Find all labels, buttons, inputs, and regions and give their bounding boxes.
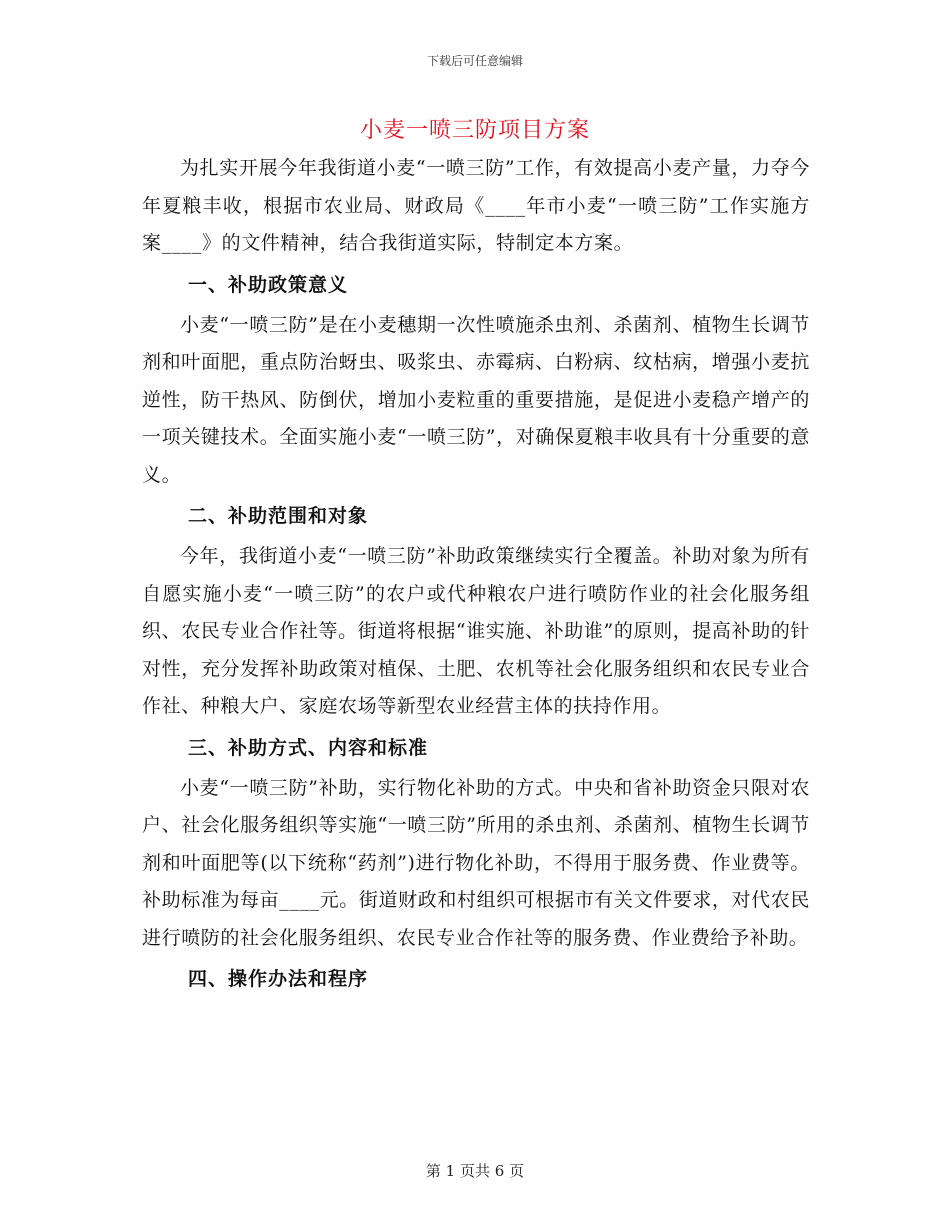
- intro-paragraph: 为扎实开展今年我街道小麦“一喷三防”工作，有效提高小麦产量，力夺今年夏粮丰收，根据市农业局、财政局《____年市小麦“一喷三防”工作实施方案____》的文件精神，结合我街道实际，特制定本方案。: [142, 157, 810, 254]
- section-3-paragraph: 小麦“一喷三防”补助，实行物化补助的方式。中央和省补助资金只限对农户、社会化服务组织等实施“一喷三防”所用的杀虫剂、杀菌剂、植物生长调节剂和叶面肥等(以下统称“药剂”)进行物化补助，不得用于服务费、作业费等。补助标准为每亩____元。街道财政和村组织可根据市有关文件要求，对代农民进行喷防的社会化服务组织、农民专业合作社等的服务费、作业费给予补助。: [142, 776, 810, 949]
- section-heading-2: 二、补助范围和对象: [188, 505, 369, 527]
- section-heading-4: 四、操作办法和程序: [188, 968, 369, 990]
- page-number-footer: 第 1 页共 6 页: [425, 1162, 525, 1180]
- document-body: [142, 150, 810, 1001]
- page-header-note: 下载后可任意编辑: [426, 54, 523, 68]
- section-2-paragraph: 今年，我街道小麦“一喷三防”补助政策继续实行全覆盖。补助对象为所有自愿实施小麦“一喷三防”的农户或代种粮农户进行喷防作业的社会化服务组织、农民专业合作社等。街道将根据“谁实施、补助谁”的原则，提高补助的针对性，充分发挥补助政策对植保、土肥、农机等社会化服务组织和农民专业合作社、种粮大户、家庭农场等新型农业经营主体的扶持作用。: [142, 545, 810, 717]
- section-heading-1: 一、补助政策意义: [188, 273, 349, 296]
- section-heading-3: 三、补助方式、内容和标准: [188, 736, 429, 759]
- section-1-paragraph: 小麦“一喷三防”是在小麦穗期一次性喷施杀虫剂、杀菌剂、植物生长调节剂和叶面肥，重点防治蚜虫、吸浆虫、赤霉病、白粉病、纹枯病，增强小麦抗逆性，防干热风、防倒伏，增加小麦粒重的重要措施，是促进小麦稳产增产的一项关键技术。全面实施小麦“一喷三防”，对确保夏粮丰收具有十分重要的意义。: [142, 313, 810, 486]
- document-title: 小麦一喷三防项目方案: [359, 118, 590, 143]
